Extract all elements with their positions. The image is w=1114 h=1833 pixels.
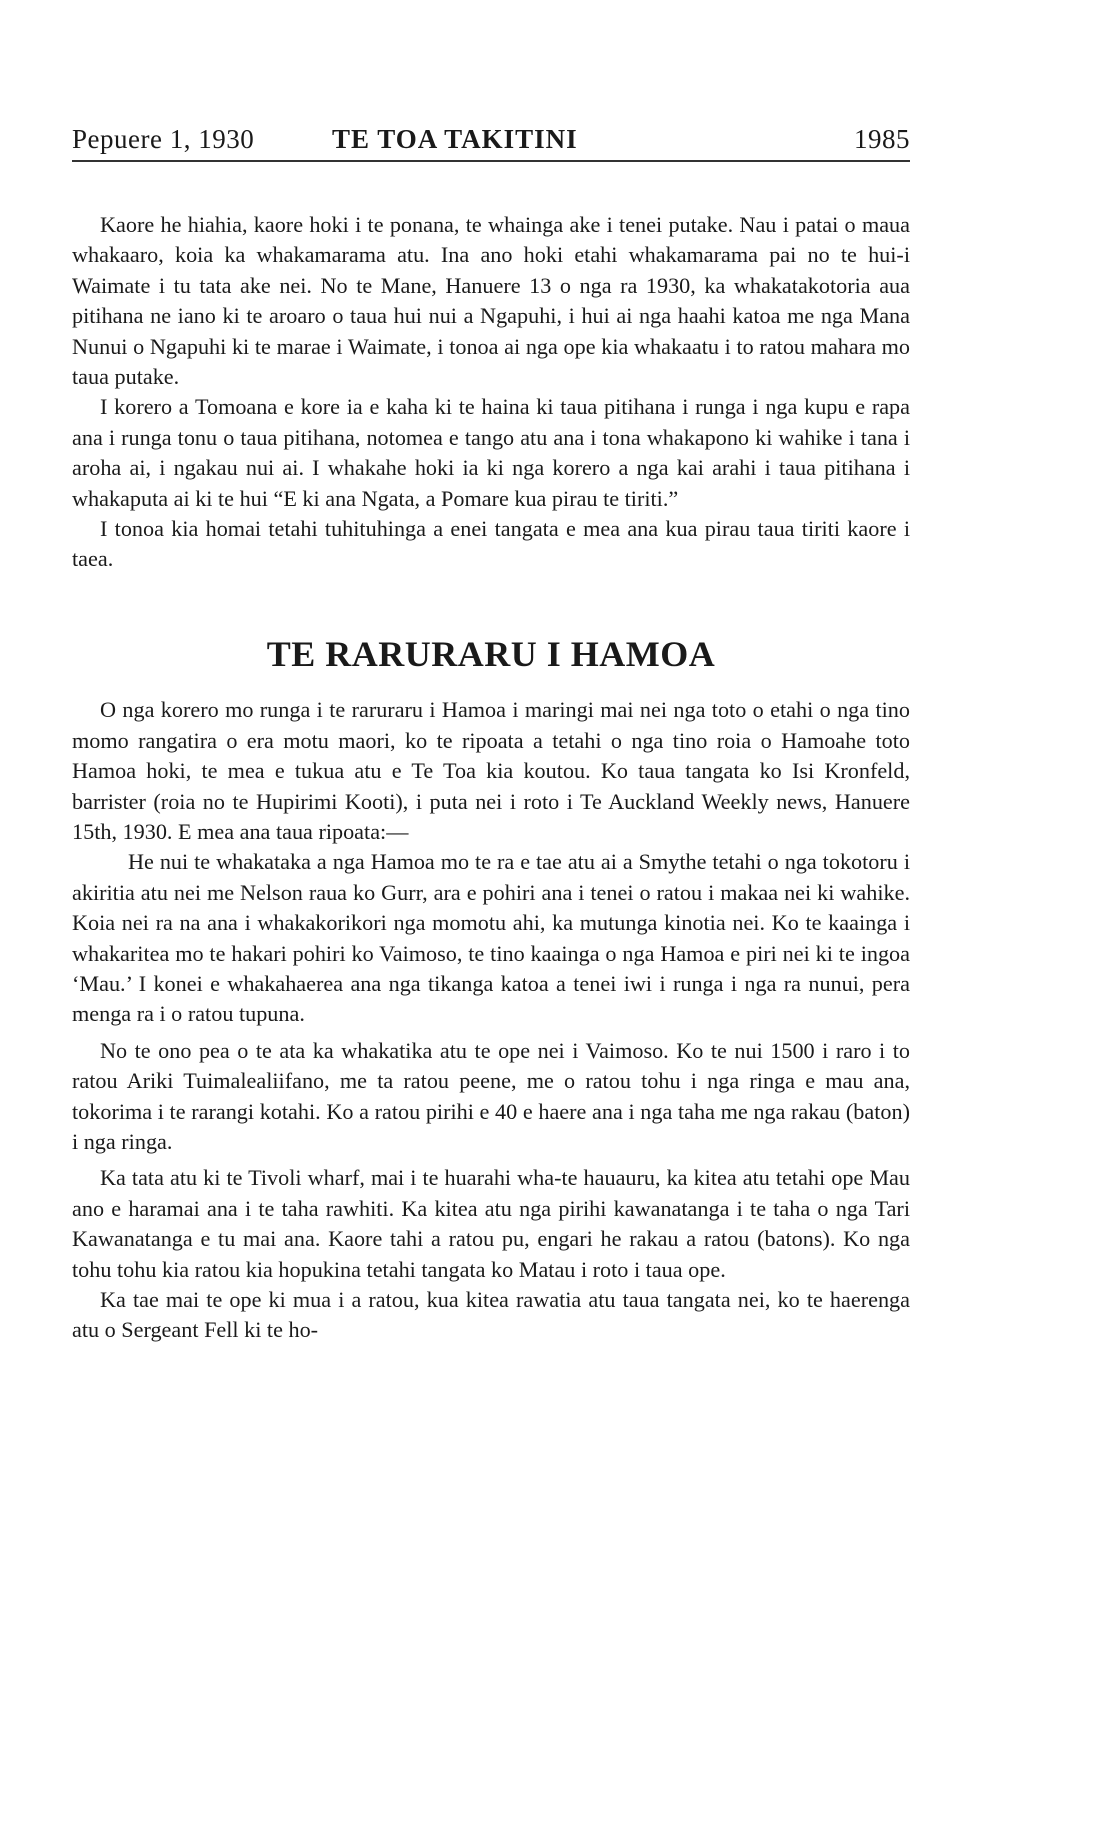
quoted-paragraph: No te ono pea o te ata ka whakatika atu te ope nei i Vaimoso. Ko te nui 1500 i raro i to ratou Ariki Tuimalealiifano, me ta ratou peene, me o ratou tohu i nga ringa e mau ana, tokorima i te rarangi kotahi. Ko a ratou pirihi e 40 e haere ana i nga taha me nga rakau (baton) i nga ringa. — [72, 1037, 910, 1154]
quoted-paragraph: Ka tae mai te ope ki mua i a ratou, kua kitea rawatia atu taua tangata nei, ko te haerenga atu o Sergeant Fell ki te ho- — [72, 1287, 910, 1343]
section-heading: TE RARURARU I HAMOA — [266, 633, 716, 674]
header-rule — [72, 160, 910, 162]
article-body — [72, 210, 910, 1346]
paragraph: I tonoa kia homai tetahi tuhituhinga a enei tangata e mea ana kua pirau taua tiriti kaore i taea. — [72, 516, 910, 572]
page — [72, 110, 910, 1346]
paragraph: O nga korero mo runga i te raruraru i Hamoa i maringi mai nei nga toto o etahi o nga tino momo rangatira o era motu maori, ko te ripoata a tetahi o nga tino roia o Hamoahe toto Hamoa hoki, te mea e tukua atu e Te Toa kia koutou. Ko taua tangata ko Isi Kronfeld, barrister (roia no te Hupirimi Kooti), i puta nei i roto i Te Auckland Weekly news, Hanuere 15th, 1930. E mea ana taua ripoata:— — [72, 697, 910, 844]
quoted-paragraph: He nui te whakataka a nga Hamoa mo te ra e tae atu ai a Smythe tetahi o nga tokotoru i akiritia atu nei me Nelson raua ko Gurr, ara e pohiri ana i tenei o ratou i makaa nei ki wahike. Koia nei ra na ana i whakakorikori nga momotu ahi, ka mutunga kinotia nei. Ko te kaainga i whakaritea mo te hakari pohiri ko Vaimoso, te tino kaainga o nga Hamoa e piri nei ki te ingoa ‘Mau.’ I konei e whakahaerea ana nga tikanga katoa a tenei iwi i runga i nga ra nunui, pera menga ra i o ratou tupuna. — [72, 849, 910, 1027]
quoted-paragraph: Ka tata atu ki te Tivoli wharf, mai i te huarahi wha-te hauauru, ka kitea atu tetahi ope Mau ano e haramai ana i te taha rawhiti. Ka kitea atu nga pirihi kawanatanga i te taha o nga Tari Kawanatanga e tu mai ana. Kaore tahi a ratou pu, engari he rakau a ratou (batons). Ko nga tohu tohu kia ratou kia hopukina tetahi tangata ko Matau i roto i taua ope. — [72, 1165, 910, 1282]
header-title: TE TOA TAKITINI — [332, 124, 578, 154]
running-header — [72, 110, 910, 158]
header-page-number: 1985 — [854, 124, 910, 154]
paragraph: Kaore he hiahia, kaore hoki i te ponana, te whainga ake i tenei putake. Nau i patai o maua whakaaro, koia ka whakamarama atu. Ina ano hoki etahi whakamarama pai no te hui-i Waimate i tu tata ake nei. No te Mane, Hanuere 13 o nga ra 1930, ka whakatakotoria aua pitihana ne iano ki te aroaro o taua hui nui a Ngapuhi, i hui ai nga haahi katoa me nga Mana Nunui o Ngapuhi ki te marae i Waimate, i tonoa ai nga ope kia whakaatu i to ratou mahara mo taua putake. — [72, 212, 910, 390]
paragraph: I korero a Tomoana e kore ia e kaha ki te haina ki taua pitihana i runga i nga kupu e rapa ana i runga tonu o taua pitihana, notomea e tango atu ana i tona whakapono ki wahike i tana i aroha ai, i ngakau nui ai. I whakahe hoki ia ki nga korero a nga kai arahi i taua pitihana i whakaputa ai ki te hui “E ki ana Ngata, a Pomare kua pirau te tiriti.” — [72, 394, 910, 511]
header-date: Pepuere 1, 1930 — [72, 124, 255, 154]
